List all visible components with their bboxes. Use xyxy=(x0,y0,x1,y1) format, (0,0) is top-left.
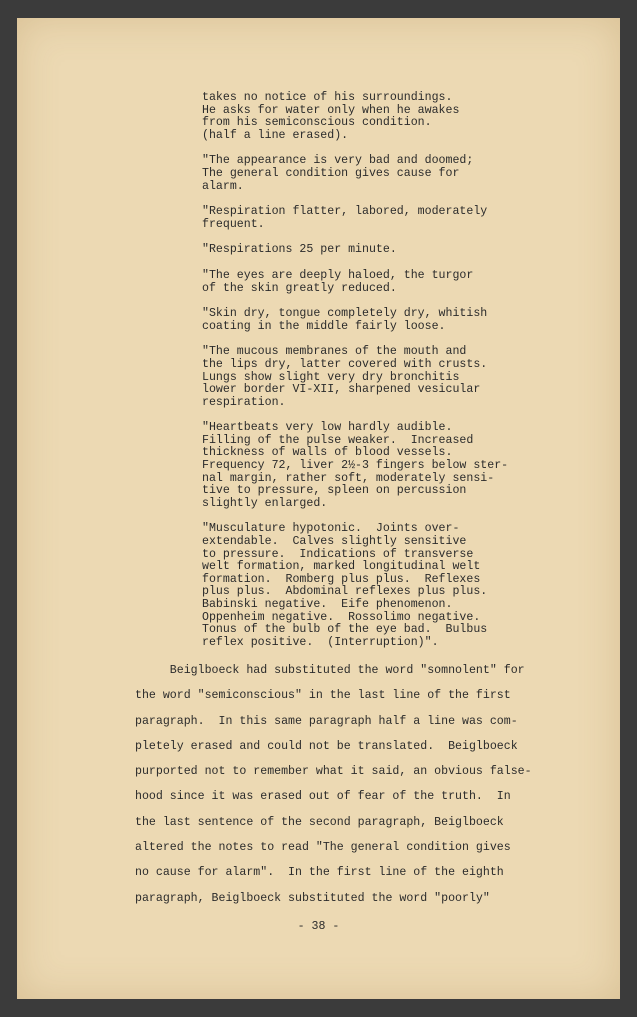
quoted-paragraph: "The appearance is very bad and doomed; The general condition gives cause for alarm. xyxy=(202,154,474,193)
quoted-paragraph: "Respirations 25 per minute. xyxy=(202,243,397,257)
quoted-medical-notes xyxy=(202,92,547,662)
body-line: pletely erased and could not be translated. Beiglboeck xyxy=(135,739,518,753)
quoted-paragraph: "The eyes are deeply haloed, the turgor of the skin greatly reduced. xyxy=(202,268,474,295)
body-line: hood since it was erased out of fear of the truth. In xyxy=(135,790,511,804)
body-line: purported not to remember what it said, an obvious false- xyxy=(135,765,532,779)
commentary-paragraph xyxy=(135,658,595,911)
quoted-paragraph: "Respiration flatter, labored, moderately frequent. xyxy=(202,205,488,231)
quoted-paragraph: "The mucous membranes of the mouth and the lips dry, latter covered with crusts. Lungs show slight very dry bronchitis lower border VI-XII, sharpened vesicular respiration. xyxy=(202,345,488,409)
body-line: the word "semiconscious" in the last line of the first xyxy=(135,689,511,703)
document-page xyxy=(17,18,620,999)
body-line: altered the notes to read "The general condition gives xyxy=(135,841,511,855)
body-line: no cause for alarm". In the first line of the eighth xyxy=(135,866,504,880)
quoted-paragraph: takes no notice of his surroundings. He asks for water only when he awakes from his semiconscious condition. (half a line erased). xyxy=(202,91,460,142)
quoted-paragraph: "Heartbeats very low hardly audible. Filling of the pulse weaker. Increased thickness of walls of blood vessels. Frequency 72, liver 2½-3 fingers below ster- nal margin, rather soft, moderately sensi- tive to pressure, spleen on percussion slightly enlarged. xyxy=(202,421,509,510)
body-line: paragraph, Beiglboeck substituted the word "poorly" xyxy=(135,891,490,905)
body-line: paragraph. In this same paragraph half a line was com- xyxy=(135,714,518,728)
page-number: - 38 - xyxy=(297,920,340,933)
body-line: the last sentence of the second paragraph, Beiglboeck xyxy=(135,815,504,829)
quoted-paragraph: "Musculature hypotonic. Joints over- extendable. Calves slightly sensitive to pressure. Indications of transverse welt formation, marked longitudinal welt formation. Romberg plus plus. Reflexes plus plus. Abdominal reflexes plus plus. Babinski negative. Eife phenomenon. Oppenheim negative. Rossolimo negative. Tonus of the bulb of the eye bad. Bulbus reflex positive. (Interruption)". xyxy=(202,522,488,649)
body-line: Beiglboeck had substituted the word "somnolent" for xyxy=(135,664,525,677)
quoted-paragraph: "Skin dry, tongue completely dry, whitish coating in the middle fairly loose. xyxy=(202,307,488,333)
